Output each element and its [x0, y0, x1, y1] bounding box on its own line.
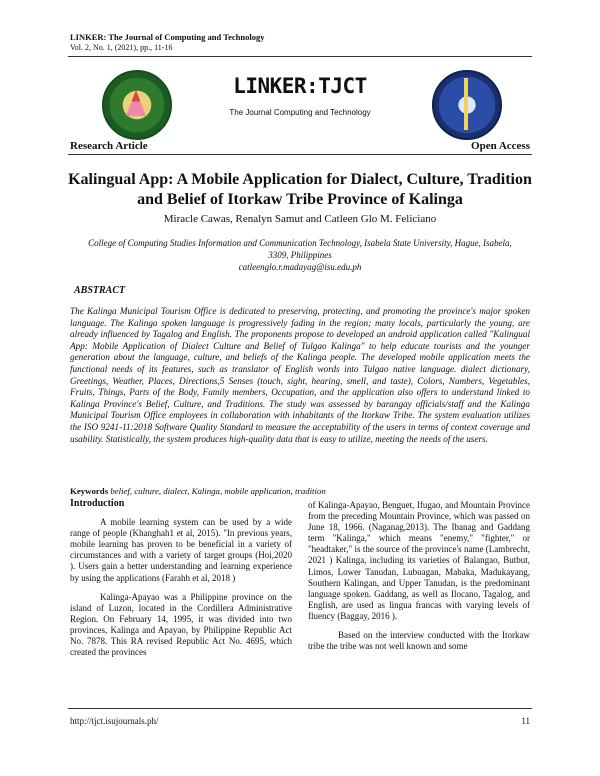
author-email: catleenglo.r.madayag@isu.edu.ph: [238, 262, 362, 272]
journal-masthead: LINKER:TJCT: [233, 74, 367, 98]
keywords-line: [70, 486, 530, 496]
right-column: [308, 500, 530, 660]
journal-name: LINKER: The Journal of Computing and Technology: [70, 32, 265, 42]
introduction-heading: Introduction: [70, 498, 125, 509]
author-list: Miracle Cawas, Renalyn Samut and Catleen Glo M. Feliciano: [163, 213, 437, 225]
article-type: Research Article: [70, 140, 148, 152]
header-divider: [68, 56, 532, 57]
abstract-heading: ABSTRACT: [74, 285, 126, 296]
keywords-label: Keywords: [70, 486, 109, 496]
page-number: 11: [521, 716, 530, 726]
affiliation-text: College of Computing Studies Information and Communication Technology, Isabela State University, Hague, Isabela, 3309, Philippines: [88, 238, 512, 260]
open-access-label: Open Access: [471, 140, 530, 152]
intro-paragraph-3: of Kalinga-Apayao, Benguet, Ifugao, and Mountain Province from the preceding Mountain Province, which was passed on June 18, 1966. (Naganag,2013). The Ibanag and Gaddang term "Kalinga," which means "enemy," "fighter," or "headtaker," is the source of the province's name (Lambrecht, 2021 ) Kalinga, including its varieties of Balangao, Butbut, Limos, Lower Tanudan, Lubuagan, Mabaka, Madukayang, Southern Kalingan, and Upper Tanudan, is the predominant language spoken. Gaddang, as well as Ilocano, Tagalog, and English, are used as lingua francas with varying levels of fluency (Baggay, 2016 ).: [308, 500, 530, 621]
affiliation: [80, 237, 520, 273]
footer-divider: [68, 708, 532, 709]
title-divider: [68, 154, 532, 155]
journal-volume: Vol. 2, No. 1, (2021), pp., 11-16: [70, 43, 173, 52]
keywords-list: belief, culture, dialect, Kalinga, mobile application, tradition: [110, 486, 326, 496]
intro-paragraph-4: Based on the interview conducted with the Itorkaw tribe the tribe was not well known and some: [308, 630, 530, 652]
footer-url[interactable]: http://tjct.isujournals.ph/: [70, 716, 159, 726]
article-title: Kalingual App: A Mobile Application for Dialect, Culture, Tradition and Belief of Itorkaw Tribe Province of Kalinga: [68, 171, 532, 208]
intro-paragraph-2: Kalinga-Apayao was a Philippine province on the island of Luzon, located in the Cordillera Administrative Region. On February 14, 1995, it was divided into two provinces, Kalinga and Apayao, by Philippine Republic Act No. 7878. This RA revised Republic Act No. 4695, which created the provinces: [70, 591, 292, 658]
abstract-body: The Kalinga Municipal Tourism Office is dedicated to preserving, protecting, and promoting the province's major spoken language. The Kalinga spoken language is progressively fading in the region; many locals, particularly the young, are already influenced by Tagalog and English. The proponents propose to developed an android application called "Kalingual App: Mobile Application of Dialect Culture and Belief of Tulgao Kalinga" to help educate tourists and the younger generation about the language, culture, and beliefs of the Kalinga people. The developed mobile application meets the functional needs of its features, such as translator of English words into Tulgao native language. dialect dictionary, Greetings, Weather, Places, Directions,5 Senses (touch, sight, hearing, smell, and taste), Colors, Numbers, Vegetables, Fruits, Things, Parts of the Body, Family members, Occupation, and the application also offers to understand linked to Kalinga Province's Belief, Culture, and Traditions. The study was assessed by barangay officials/staff and the Kalinga Municipal Tourism Office employees in collaboration with inhabitants of the Itorkaw Tribe. The system evaluation utilizes the ISO 9241-11:2018 Software Quality Standard to measure the acceptability of the users in terms of context coverage and usability. Statistically, the system produces high-quality data that is easy to utilize, meeting the needs of the users.: [70, 306, 530, 444]
intro-paragraph-1: A mobile learning system can be used by a wide range of people (Khanghah1 et al, 2015). "In previous years, mobile learning has proven to be beneficial in a variety of circumstances and with a variety of target groups (Hoi,2020 ). Users gain a better understanding and learning experience by using the applications (Farahh et al, 2018 ): [70, 517, 292, 583]
left-column: [70, 498, 292, 666]
journal-tagline: The Journal Computing and Technology: [229, 108, 371, 117]
